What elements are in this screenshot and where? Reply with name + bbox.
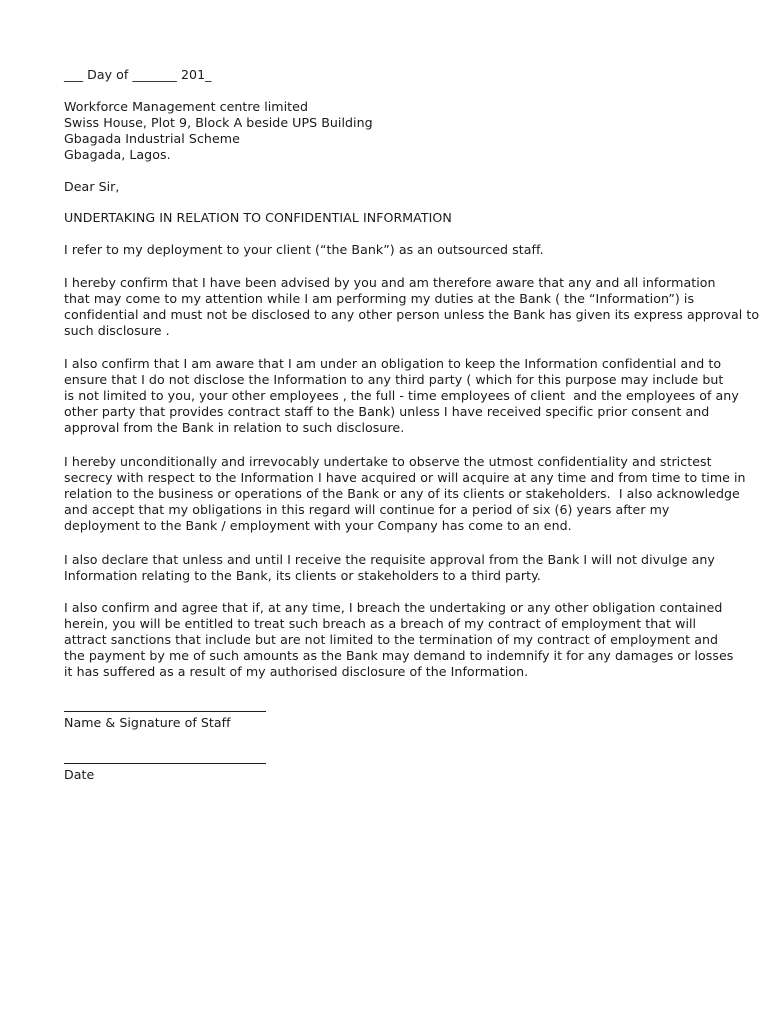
paragraph-line: I also confirm that I am aware that I am under an obligation to keep the Information confidential and to: [64, 356, 722, 371]
signature-line: [64, 711, 266, 712]
paragraph-advised: [64, 275, 760, 339]
paragraph-line: I also declare that unless and until I receive the requisite approval from the Bank I will not divulge any: [64, 552, 715, 567]
subject-text: UNDERTAKING IN RELATION TO CONFIDENTIAL INFORMATION: [64, 210, 452, 225]
address-line: Gbagada, Lagos.: [64, 147, 171, 162]
paragraph-line: I refer to my deployment to your client (“the Bank”) as an outsourced staff.: [64, 242, 544, 257]
paragraph-line: the payment by me of such amounts as the Bank may demand to indemnify it for any damages or losses: [64, 648, 734, 663]
address-line: Swiss House, Plot 9, Block A beside UPS Building: [64, 115, 373, 130]
address-line: Workforce Management centre limited: [64, 99, 309, 114]
date-label: [64, 767, 744, 783]
paragraph-line: other party that provides contract staff to the Bank) unless I have received specific prior consent and: [64, 404, 710, 419]
paragraph-line: confidential and must not be disclosed to any other person unless the Bank has given its express approval to: [64, 307, 760, 322]
address-line: Gbagada Industrial Scheme: [64, 131, 240, 146]
paragraph-line: such disclosure .: [64, 323, 170, 338]
paragraph-line: that may come to my attention while I am performing my duties at the Bank ( the “Information”) is: [64, 291, 695, 306]
salutation: [64, 179, 744, 195]
paragraph-line: Information relating to the Bank, its clients or stakeholders to a third party.: [64, 568, 541, 583]
paragraph-line: is not limited to you, your other employees , the full - time employees of client and the employees of any: [64, 388, 739, 403]
paragraph-breach: [64, 600, 744, 680]
name-signature-text: Name & Signature of Staff: [64, 715, 231, 730]
paragraph-line: I also confirm and agree that if, at any time, I breach the undertaking or any other obligation contained: [64, 600, 723, 615]
salutation-text: Dear Sir,: [64, 179, 120, 194]
paragraph-obligation: [64, 356, 744, 436]
paragraph-line: deployment to the Bank / employment with your Company has come to an end.: [64, 518, 572, 533]
paragraph-line: attract sanctions that include but are not limited to the termination of my contract of employment and: [64, 632, 719, 647]
paragraph-declare: [64, 552, 744, 584]
paragraph-line: relation to the business or operations of the Bank or any of its clients or stakeholders. I also acknowledge: [64, 486, 740, 501]
paragraph-line: secrecy with respect to the Information I have acquired or will acquire at any time and from time to time in: [64, 470, 746, 485]
date-line: [64, 67, 744, 83]
paragraph-line: approval from the Bank in relation to such disclosure.: [64, 420, 405, 435]
paragraph-line: ensure that I do not disclose the Information to any third party ( which for this purpose may include but: [64, 372, 724, 387]
paragraph-line: and accept that my obligations in this regard will continue for a period of six (6) years after my: [64, 502, 670, 517]
date-line-text: ___ Day of _______ 201_: [64, 67, 212, 82]
paragraph-deployment: [64, 242, 744, 258]
subject-heading: [64, 210, 744, 226]
paragraph-line: herein, you will be entitled to treat such breach as a breach of my contract of employment that will: [64, 616, 697, 631]
date-signature-line: [64, 763, 266, 764]
recipient-address: [64, 99, 744, 163]
paragraph-line: it has suffered as a result of my authorised disclosure of the Information.: [64, 664, 529, 679]
date-label-text: Date: [64, 767, 95, 782]
paragraph-line: I hereby unconditionally and irrevocably undertake to observe the utmost confidentiality and strictest: [64, 454, 712, 469]
name-signature-label: [64, 715, 744, 731]
paragraph-line: I hereby confirm that I have been advised by you and am therefore aware that any and all information: [64, 275, 716, 290]
paragraph-undertake: [64, 454, 744, 534]
